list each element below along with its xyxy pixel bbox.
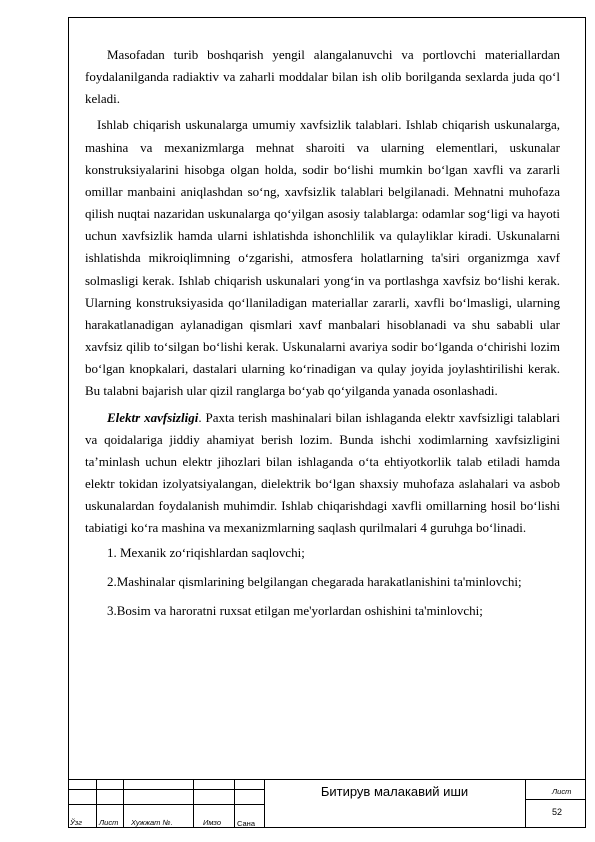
title-block-col-rule-4 (234, 779, 235, 828)
col-label-date: Сана (237, 819, 255, 828)
col-label-doc: Хужжат №. (131, 818, 173, 827)
title-block (68, 779, 586, 828)
title-block-top-rule (68, 779, 586, 780)
col-label-sign: Имзо (203, 818, 221, 827)
document-body (85, 44, 560, 622)
paragraph-3 (85, 407, 560, 540)
sheet-number: 52 (552, 807, 563, 817)
title-block-col-rule-2 (123, 779, 124, 828)
paragraph-2: Ishlab chiqarish uskunalarga umumiy xavfsizlik talablari. Ishlab chiqarish uskunalarga, mashina va mexanizmlarga mehnat sharoiti va ularning elementlari, uskunalar konstruksiyalarini hisobga olgan holda, sodir bo‘lishi mumkin bo‘lgan xavfli va zararli omillar manbaini aniqlashdan so‘ng, xavfsizlik talablari belgilanadi. Mehnatni muhofaza qilish nuqtai nazaridan uskunalarga qo‘yilgan asosiy talablarga: odamlar sog‘ligi va hayoti uchun xavfsizlik hamda ularni ishlatishda ishonchlilik va qulayliklar kiradi. Uskunalarni ishlatishda mikroiqlimning o‘zgarishi, atmosfera holatlarning ta'siri organizmga xavf solmasligi kerak. Ishlab chiqarish uskunalari yong‘in va portlashga xavfsiz bo‘lishi kerak. Ularning konstruksiyasida qo‘llaniladigan materiallar zararli, xavfli bo‘lmasligi, ularning harakatlanadigan aylanadigan qismlari xavf manbalari hisoblanadi va shu sababli ular xavfsiz qilib to‘silgan bo‘lishi kerak. Uskunalarni avariya sodir bo‘lganda o‘chirishi lozim bo‘lgan knopkalari, dastalari ularning ko‘rinadigan va qulay joyida joylashtirilishi kerak. Bu talabni bajarish ular qizil ranglarga bo‘yab qo‘yilganda yanada osonlashadi. (85, 117, 560, 399)
paragraph-1: Masofadan turib boshqarish yengil alangalanuvchi va portlovchi materiallardan foydalanilganda radiaktiv va zaharli moddalar bilan ish olib borilganda sexlarda juda qo‘l keladi. (85, 47, 560, 107)
col-label-list: Лист (99, 818, 119, 827)
term-elektr-xavfsizligi: Elektr xavfsizligi (107, 409, 199, 425)
sheet-cell-rule (525, 799, 586, 800)
title-block-col-rule-6 (525, 779, 526, 828)
title-block-col-rule-1 (96, 779, 97, 828)
title-block-col-rule-3 (193, 779, 194, 828)
list-item-3: 3.Bosim va haroratni ruxsat etilgan me'yorlardan oshishini ta'minlovchi; (107, 603, 483, 619)
col-label-izm: Ўзг (70, 818, 82, 827)
sheet-label: Лист (552, 787, 572, 796)
paragraph-3-text: . Paxta terish mashinalari bilan ishlaganda elektr xavfsizligi talablari va qoidalariga jiddiy ahamiyat berish lozim. Bunda ishchi xodimlarning xavfsizligini ta’minlash uchun elektr jihozlari bilan ishlaganda o‘ta ehtiyotkorlik talab etiladi hamda elektr tokidan izolyatsiyalangan, dielektrik bo‘lgan shaxsiy muhofaza aslahalari va asbob uskunalardan foydalanish muhimdir. Ishlab chiqarishdagi xavfli omillarning hosil bo‘lishi tabiatigi ko‘ra mashina va mexanizmlarning saqlash qurilmalari 4 guruhga bo‘linadi. (85, 409, 560, 536)
list-item-2: 2.Mashinalar qismlarining belgilangan chegarada harakatlanishini ta'minlovchi; (107, 574, 522, 590)
document-title: Битирув малакавий иши (320, 784, 469, 799)
list-item-1: 1. Mexanik zo‘riqishlardan saqlovchi; (107, 545, 305, 561)
